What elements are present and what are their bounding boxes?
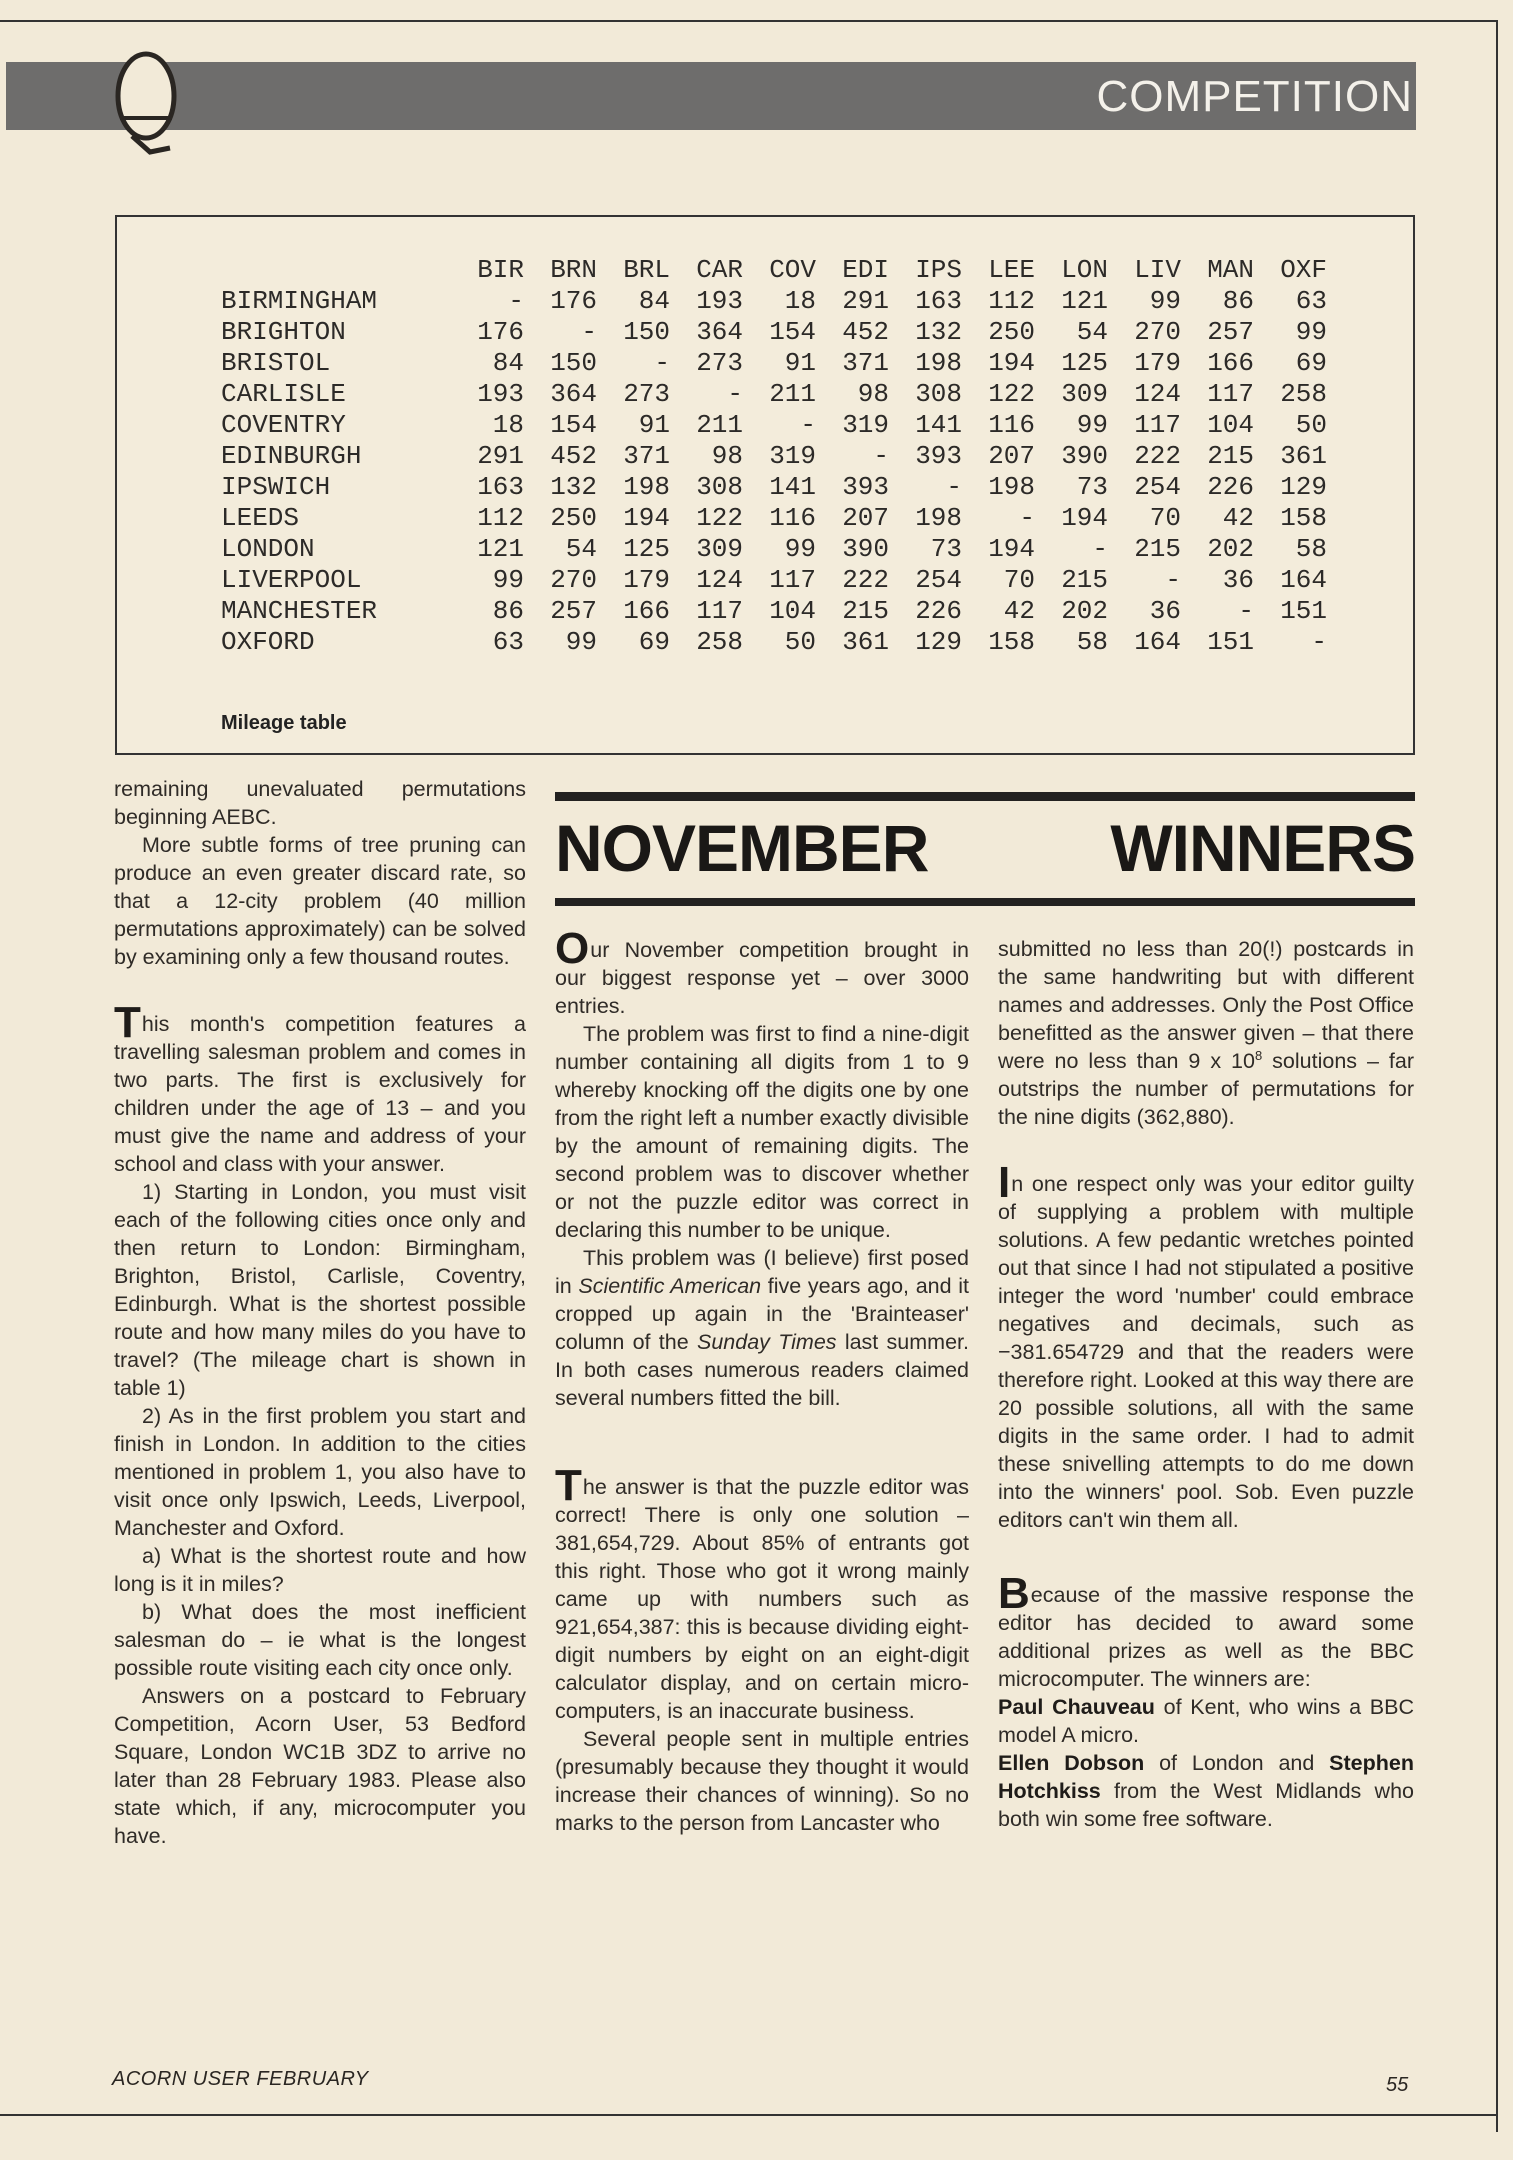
article-column-1 (114, 775, 526, 1850)
mileage-cell: 309 (1061, 379, 1108, 409)
mileage-cell: 163 (915, 286, 962, 316)
mileage-cell: 122 (988, 379, 1035, 409)
paragraph: 2) As in the first problem you start and finish in London. In addition to the cities mentioned in problem 1, you also have to visit once only Ipswich, Leeds, Liverpool, Manchester and Oxford. (114, 1404, 526, 1540)
table-row (221, 441, 1327, 472)
mileage-cell: 258 (1280, 379, 1327, 409)
mileage-cell: 166 (623, 596, 670, 626)
table-row (221, 379, 1327, 410)
paragraph: submitted no less than 20(!) postcards in the same handwriting but with different names and addresses. Only the Post Office benefitted as the answer given – that there were no less than 9 x $10^8$ solutions – far outstrips the number of permutations for the nine digits (362,880). (998, 937, 1415, 1129)
winner-entry: Paul Chauveau of Kent, who wins a BBC model A micro. (998, 1695, 1414, 1747)
right-rule (1496, 20, 1498, 2132)
mileage-cell: - (1092, 534, 1108, 564)
mileage-cell: 215 (1061, 565, 1108, 595)
mileage-cell: 121 (1061, 286, 1108, 316)
mileage-cell: 452 (842, 317, 889, 347)
mileage-cell: 179 (623, 565, 670, 595)
mileage-cell: 36 (1222, 565, 1254, 595)
row-city-name: IPSWICH (221, 472, 331, 502)
mileage-cell: 193 (477, 379, 524, 409)
mileage-cell: 86 (492, 596, 524, 626)
mileage-cell: 222 (1134, 441, 1181, 471)
drop-cap: O (555, 924, 590, 973)
mileage-cell: 215 (1207, 441, 1254, 471)
row-city-name: BIRMINGHAM (221, 286, 378, 316)
paragraph: b) What does the most inefficient salesman do – ie what is the longest possible route visiting each city once only. (114, 1600, 526, 1680)
mileage-cell: 117 (1207, 379, 1254, 409)
table-row (221, 410, 1327, 441)
mileage-cell: 393 (915, 441, 962, 471)
mileage-cell: 99 (1076, 410, 1108, 440)
table-corner (221, 255, 451, 286)
mileage-cell: 258 (696, 627, 743, 657)
row-city-name: LEEDS (221, 503, 300, 533)
article-column-3 (998, 935, 1414, 1833)
mileage-cell: 361 (842, 627, 889, 657)
mileage-cell: 84 (492, 348, 524, 378)
mileage-cell: - (1165, 565, 1181, 595)
winner-entry: Ellen Dobson of London and Stephen Hotchkiss from the West Midlands who both win some free software. (998, 1751, 1414, 1831)
mileage-cell: 86 (1222, 286, 1254, 316)
mileage-cell: 116 (988, 410, 1035, 440)
mileage-cell: 273 (623, 379, 670, 409)
top-rule (0, 20, 1498, 22)
mileage-cell: 207 (988, 441, 1035, 471)
mileage-cell: 390 (842, 534, 889, 564)
mileage-cell: 198 (915, 503, 962, 533)
page-number: 55 (1386, 2074, 1409, 2096)
mileage-cell: 50 (784, 627, 816, 657)
mileage-cell: 390 (1061, 441, 1108, 471)
mileage-cell: 215 (842, 596, 889, 626)
column-header: BRL (623, 255, 670, 285)
mileage-cell: 129 (1280, 472, 1327, 502)
mileage-cell: 124 (696, 565, 743, 595)
mileage-header-row (221, 255, 1327, 286)
mileage-cell: 291 (477, 441, 524, 471)
mileage-cell: 250 (550, 503, 597, 533)
table-row (221, 534, 1327, 565)
column-header: LEE (988, 255, 1035, 285)
row-city-name: OXFORD (221, 627, 315, 657)
mileage-cell: 50 (1295, 410, 1327, 440)
paragraph: The answer is that the puzzle editor was correct! There is only one solution – 381,654,729. About 85% of entrants got this right. Those who got it wrong mainly came up with numbers such as 921,654,387: this is because dividing eight-digit numbers by eight on an eight-digit calculator display, and on certain micro-computers, is an inaccurate business. (555, 1461, 969, 1723)
table-row (221, 627, 1327, 658)
mileage-cell: 257 (550, 596, 597, 626)
paragraph: a) What is the shortest route and how long is it in miles? (114, 1544, 526, 1596)
table-row (221, 472, 1327, 503)
mileage-cell: 254 (1134, 472, 1181, 502)
mileage-cell: 36 (1149, 596, 1181, 626)
column-header: COV (769, 255, 816, 285)
mileage-cell: 117 (769, 565, 816, 595)
table-row (221, 286, 1327, 317)
mileage-cell: 250 (988, 317, 1035, 347)
mileage-cell: 371 (842, 348, 889, 378)
table-caption: Mileage table (221, 712, 347, 734)
mileage-cell: 198 (623, 472, 670, 502)
mileage-cell: 91 (784, 348, 816, 378)
paragraph: The problem was first to find a nine-digit number containing all digits from 1 to 9 whereby knocking off the digits one by one from the right left a number exactly divisible by the amount of remaining digits. The second problem was to discover whether or not the puzzle editor was correct in declaring this number to be unique. (555, 1022, 969, 1242)
mileage-cell: 393 (842, 472, 889, 502)
mileage-cell: 69 (638, 627, 670, 657)
mileage-cell: 132 (550, 472, 597, 502)
mileage-cell: 73 (930, 534, 962, 564)
mileage-cell: - (1311, 627, 1327, 657)
mileage-cell: 361 (1280, 441, 1327, 471)
mileage-cell: 270 (550, 565, 597, 595)
mileage-table (221, 255, 1327, 658)
mileage-cell: - (1238, 596, 1254, 626)
mileage-cell: 121 (477, 534, 524, 564)
paragraph: More subtle forms of tree pruning can produce an even greater discard rate, so that a 12-city problem (40 million permutations approximately) can be solved by examining only a few thousand routes. (114, 833, 526, 969)
mileage-cell: 198 (988, 472, 1035, 502)
mileage-cell: 371 (623, 441, 670, 471)
mileage-cell: 158 (1280, 503, 1327, 533)
mileage-cell: - (946, 472, 962, 502)
row-city-name: CARLISLE (221, 379, 346, 409)
mileage-cell: 125 (1061, 348, 1108, 378)
mileage-table-box (115, 215, 1415, 755)
table-row (221, 503, 1327, 534)
mileage-cell: 141 (915, 410, 962, 440)
mileage-cell: - (727, 379, 743, 409)
mileage-cell: 364 (550, 379, 597, 409)
mileage-cell: 211 (769, 379, 816, 409)
mileage-cell: 254 (915, 565, 962, 595)
mileage-cell: 211 (696, 410, 743, 440)
footer-publication: ACORN USER FEBRUARY (112, 2068, 369, 2090)
mileage-cell: 319 (842, 410, 889, 440)
column-header: MAN (1207, 255, 1254, 285)
mileage-cell: 222 (842, 565, 889, 595)
winner-name: Ellen Dobson (998, 1751, 1145, 1775)
paragraph: Answers on a postcard to February Competition, Acorn User, 53 Bedford Square, London WC1B 3DZ to arrive no later than 28 February 1983. Please also state which, if any, microcomputer you have. (114, 1684, 526, 1848)
mileage-cell: 132 (915, 317, 962, 347)
mileage-cell: 117 (1134, 410, 1181, 440)
mileage-cell: 202 (1061, 596, 1108, 626)
row-city-name: LIVERPOOL (221, 565, 362, 595)
mileage-cell: 129 (915, 627, 962, 657)
row-city-name: LONDON (221, 534, 315, 564)
mileage-cell: 164 (1280, 565, 1327, 595)
bottom-rule (0, 2114, 1498, 2116)
mileage-cell: 112 (477, 503, 524, 533)
mileage-cell: 151 (1280, 596, 1327, 626)
mileage-cell: 194 (623, 503, 670, 533)
headline-rule-bottom (555, 898, 1415, 906)
drop-cap: T (114, 998, 141, 1047)
mileage-cell: - (581, 317, 597, 347)
mileage-cell: 91 (638, 410, 670, 440)
mileage-cell: 193 (696, 286, 743, 316)
mileage-cell: - (508, 286, 524, 316)
mileage-cell: 99 (565, 627, 597, 657)
mileage-cell: 163 (477, 472, 524, 502)
mileage-cell: 158 (988, 627, 1035, 657)
winner-name: Stephen Hotchkiss (998, 1751, 1414, 1803)
winner-name: Paul Chauveau (998, 1695, 1155, 1719)
mileage-cell: 226 (915, 596, 962, 626)
paragraph: 1) Starting in London, you must visit each of the following cities once only and then return to London: Birmingham, Brighton, Bristol, Carlisle, Coventry, Edinburgh. What is the shortest possible route and how many miles do you have to travel? (The mileage chart is shown in table 1) (114, 1180, 526, 1400)
mileage-cell: 198 (915, 348, 962, 378)
table-row (221, 596, 1327, 627)
drop-cap: T (555, 1461, 582, 1510)
paragraph: This month's competition features a travelling salesman problem and comes in two parts. The first is exclusively for children under the age of 13 – and you must give the name and address of your school and class with your answer. (114, 998, 526, 1176)
mileage-cell: 452 (550, 441, 597, 471)
mileage-cell: 176 (550, 286, 597, 316)
mileage-cell: 58 (1076, 627, 1108, 657)
mileage-cell: 54 (1076, 317, 1108, 347)
mileage-cell: 99 (1295, 317, 1327, 347)
mileage-cell: 194 (1061, 503, 1108, 533)
mileage-cell: 58 (1295, 534, 1327, 564)
mileage-cell: 63 (1295, 286, 1327, 316)
mileage-cell: 104 (1207, 410, 1254, 440)
column-header: LON (1061, 255, 1108, 285)
table-row (221, 317, 1327, 348)
column-header: LIV (1134, 255, 1181, 285)
mileage-cell: 291 (842, 286, 889, 316)
section-title: COMPETITION (1096, 72, 1413, 121)
mileage-cell: 98 (711, 441, 743, 471)
mileage-cell: 194 (988, 348, 1035, 378)
mileage-cell: 226 (1207, 472, 1254, 502)
mileage-cell: 18 (784, 286, 816, 316)
row-city-name: MANCHESTER (221, 596, 378, 626)
row-city-name: EDINBURGH (221, 441, 362, 471)
row-city-name: BRISTOL (221, 348, 331, 378)
mileage-cell: 112 (988, 286, 1035, 316)
paragraph: This problem was (I believe) first posed in Scientific American five years ago, and it cropped up again in the 'Brainteaser' column of the Sunday Times last summer. In both cases numerous readers claimed several numbers fitted the bill. (555, 1246, 969, 1410)
mileage-cell: 154 (769, 317, 816, 347)
drop-cap: B (998, 1569, 1030, 1618)
mileage-cell: 124 (1134, 379, 1181, 409)
mileage-cell: 73 (1076, 472, 1108, 502)
paragraph: Because of the massive response the editor has decided to award some additional prizes as well as the BBC microcomputer. The winners are: (998, 1569, 1414, 1691)
mileage-cell: 63 (492, 627, 524, 657)
column-header: OXF (1280, 255, 1327, 285)
mileage-cell: 364 (696, 317, 743, 347)
table-row (221, 565, 1327, 596)
mileage-cell: 42 (1003, 596, 1035, 626)
mileage-cell: - (654, 348, 670, 378)
mileage-cell: 98 (857, 379, 889, 409)
mileage-cell: - (800, 410, 816, 440)
mileage-cell: - (873, 441, 889, 471)
mileage-cell: 176 (477, 317, 524, 347)
mileage-cell: 18 (492, 410, 524, 440)
mileage-cell: 99 (784, 534, 816, 564)
mileage-cell: 202 (1207, 534, 1254, 564)
mileage-cell: 54 (565, 534, 597, 564)
mileage-cell: 125 (623, 534, 670, 564)
mileage-cell: - (1019, 503, 1035, 533)
headline: NOVEMBER WINNERS (555, 811, 1415, 885)
paragraph: In one respect only was your editor guilty of supplying a problem with multiple solutions. A few pedantic wretches pointed out that since I had not stipulated a positive integer the word 'number' could embrace negatives and decimals, such as −381.654729 and that the readers were therefore right. Looked at this way there are 20 possible solutions, all with the same digits in the same order. I had to admit these snivelling attempts to do me down into the winners' pool. Sob. Even puzzle editors can't win them all. (998, 1158, 1414, 1532)
mileage-cell: 273 (696, 348, 743, 378)
q-logo-icon (110, 48, 182, 158)
mileage-cell: 116 (769, 503, 816, 533)
mileage-cell: 151 (1207, 627, 1254, 657)
mileage-cell: 308 (915, 379, 962, 409)
column-header: EDI (842, 255, 889, 285)
mileage-cell: 179 (1134, 348, 1181, 378)
mileage-cell: 42 (1222, 503, 1254, 533)
mileage-cell: 84 (638, 286, 670, 316)
mileage-cell: 117 (696, 596, 743, 626)
mileage-cell: 69 (1295, 348, 1327, 378)
mileage-cell: 154 (550, 410, 597, 440)
column-header: BRN (550, 255, 597, 285)
mileage-cell: 257 (1207, 317, 1254, 347)
mileage-table-body (221, 286, 1327, 658)
drop-cap: I (998, 1158, 1011, 1207)
mileage-cell: 194 (988, 534, 1035, 564)
mileage-cell: 215 (1134, 534, 1181, 564)
mileage-cell: 308 (696, 472, 743, 502)
mileage-cell: 166 (1207, 348, 1254, 378)
mileage-cell: 141 (769, 472, 816, 502)
mileage-cell: 207 (842, 503, 889, 533)
paragraph: remaining unevaluated permutations beginning AEBC. (114, 777, 526, 829)
row-city-name: BRIGHTON (221, 317, 346, 347)
mileage-cell: 164 (1134, 627, 1181, 657)
paragraph: Our November competition brought in our biggest response yet – over 3000 entries. (555, 924, 969, 1018)
table-row (221, 348, 1327, 379)
mileage-cell: 270 (1134, 317, 1181, 347)
column-header: IPS (915, 255, 962, 285)
mileage-cell: 70 (1149, 503, 1181, 533)
mileage-cell: 99 (1149, 286, 1181, 316)
mileage-cell: 319 (769, 441, 816, 471)
mileage-cell: 122 (696, 503, 743, 533)
column-header: CAR (696, 255, 743, 285)
mileage-cell: 309 (696, 534, 743, 564)
mileage-cell: 104 (769, 596, 816, 626)
article-column-2 (555, 924, 969, 1837)
column-header: BIR (477, 255, 524, 285)
mileage-cell: 150 (550, 348, 597, 378)
headline-rule-top (555, 792, 1415, 801)
mileage-cell: 150 (623, 317, 670, 347)
paragraph: Several people sent in multiple entries (presumably because they thought it would increase their chances of winning). So no marks to the person from Lancaster who (555, 1727, 969, 1835)
mileage-cell: 99 (492, 565, 524, 595)
mileage-cell: 70 (1003, 565, 1035, 595)
row-city-name: COVENTRY (221, 410, 346, 440)
